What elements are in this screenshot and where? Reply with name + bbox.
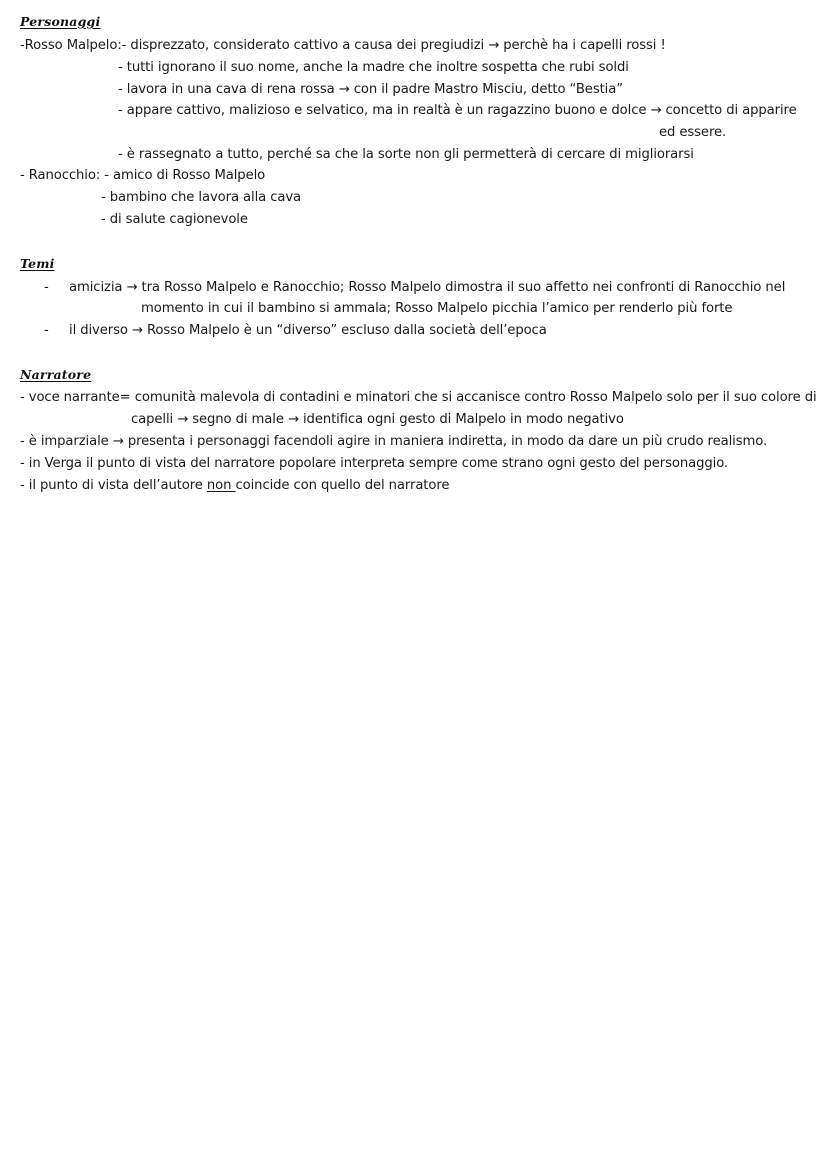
text-line: - in Verga il punto di vista del narratore popolare interpreta sempre come strano ogni gesto del personaggio. xyxy=(20,456,729,471)
text-line: amicizia → tra Rosso Malpelo e Ranocchio; Rosso Malpelo dimostra il suo affetto nei confronti di Ranocchio nel xyxy=(69,280,786,295)
text-segment: coincide con quello del narratore xyxy=(235,478,450,493)
text-line: il diverso → Rosso Malpelo è un “diverso” escluso dalla società dell’epoca xyxy=(69,323,547,338)
text-line: - è imparziale → presenta i personaggi facendoli agire in maniera indiretta, in modo da dare un più crudo realismo. xyxy=(20,434,768,449)
text-line: - lavora in una cava di rena rossa → con il padre Mastro Misciu, detto “Bestia” xyxy=(118,82,623,97)
text-line: momento in cui il bambino si ammala; Rosso Malpelo picchia l’amico per renderlo più forte xyxy=(141,301,733,316)
section-heading-personaggi: Personaggi xyxy=(20,14,101,29)
text-line: capelli → segno di male → identifica ogni gesto di Malpelo in modo negativo xyxy=(131,412,624,427)
bullet-marker: - xyxy=(44,323,49,338)
text-line: - Ranocchio: - amico di Rosso Malpelo xyxy=(20,168,266,183)
text-line: -Rosso Malpelo:- disprezzato, considerato cattivo a causa dei pregiudizi → perchè ha i capelli rossi ! xyxy=(20,38,666,53)
text-line: - bambino che lavora alla cava xyxy=(101,190,302,205)
section-heading-temi: Temi xyxy=(20,256,55,271)
text-line: ed essere. xyxy=(659,125,727,140)
section-heading-narratore: Narratore xyxy=(20,367,92,382)
text-line: - di salute cagionevole xyxy=(101,212,248,227)
underlined-word: non xyxy=(206,478,236,493)
text-line: - è rassegnato a tutto, perché sa che la sorte non gli permetterà di cercare di migliorarsi xyxy=(118,147,694,162)
text-line: - voce narrante= comunità malevola di contadini e minatori che si accanisce contro Rosso Malpelo solo per il suo colore di xyxy=(20,390,817,405)
text-line xyxy=(20,477,449,495)
text-line: - tutti ignorano il suo nome, anche la madre che inoltre sospetta che rubi soldi xyxy=(118,60,629,75)
text-line: - appare cattivo, malizioso e selvatico, ma in realtà è un ragazzino buono e dolce → concetto di apparire xyxy=(118,103,797,118)
text-segment: - il punto di vista dell’autore xyxy=(20,478,207,493)
bullet-marker: - xyxy=(44,280,49,295)
